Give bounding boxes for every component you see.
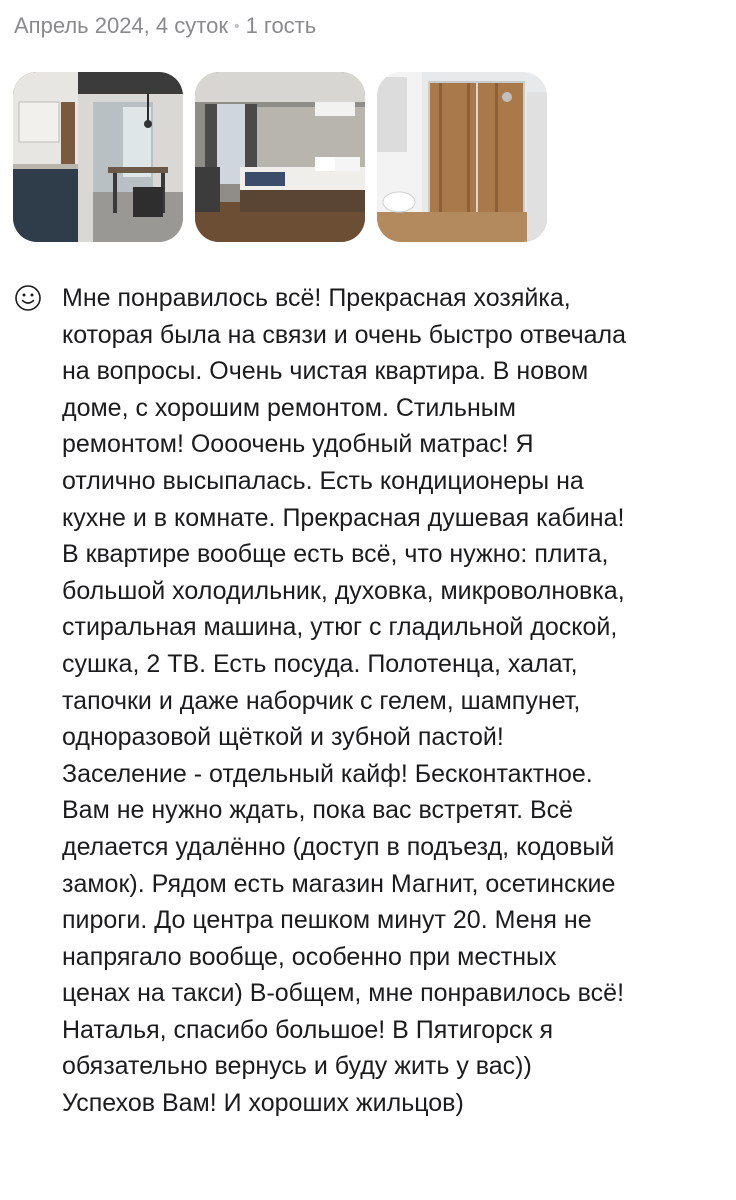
review-line: замок). Рядом есть магазин Магнит, осетинские <box>62 869 616 898</box>
review-line: напрягало вообще, особенно при местных <box>62 942 557 971</box>
stay-date: Апрель 2024, 4 суток <box>14 13 228 38</box>
review-line: кухне и в комнате. Прекрасная душевая кабина! <box>62 503 625 532</box>
smile-icon <box>14 284 42 312</box>
review-line: стиральная машина, утюг с гладильной доской, <box>62 613 618 642</box>
review-line: большой холодильник, духовка, микроволновка, <box>62 576 625 605</box>
review-line: В квартире вообще есть всё, что нужно: плита, <box>62 540 609 569</box>
review-line: Успехов Вам! И хороших жильцов) <box>62 1089 464 1118</box>
guest-count: 1 гость <box>245 13 317 38</box>
review-line: Наталья, спасибо большое! В Пятигорск я <box>62 1015 553 1044</box>
review-body <box>14 280 726 1122</box>
shower-photo-image <box>377 72 547 242</box>
review-line: Заселение - отдельный кайф! Бесконтактное. <box>62 759 593 788</box>
separator-dot: • <box>233 18 240 35</box>
review-line: пироги. До центра пешком минут 20. Меня не <box>62 906 592 935</box>
review-line: которая была на связи и очень быстро отвечала <box>62 320 626 349</box>
review-line: на вопросы. Очень чистая квартира. В новом <box>62 357 589 386</box>
kitchen-photo-image <box>13 72 183 242</box>
review-meta <box>14 12 316 41</box>
review-line: ремонтом! Оооочень удобный матрас! Я <box>62 430 534 459</box>
review-line: доме, с хорошим ремонтом. Стильным <box>62 393 516 422</box>
review-photos <box>13 72 547 242</box>
review-line: ценах на такси) В-общем, мне понравилось всё! <box>62 979 625 1008</box>
shower-photo[interactable] <box>377 72 547 242</box>
review-line: тапочки и даже наборчик с гелем, шампунет, <box>62 686 581 715</box>
review-line: сушка, 2 ТВ. Есть посуда. Полотенца, халат, <box>62 649 578 678</box>
kitchen-photo[interactable] <box>13 72 183 242</box>
review-text <box>62 280 726 1122</box>
review-line: Вам не нужно ждать, пока вас встретят. Всё <box>62 796 574 825</box>
review-line: одноразовой щёткой и зубной пастой! <box>62 723 504 752</box>
review-line: делается удалённо (доступ в подъезд, кодовый <box>62 832 615 861</box>
review-line: обязательно вернусь и буду жить у вас)) <box>62 1052 532 1081</box>
review-line: Мне понравилось всё! Прекрасная хозяйка, <box>62 284 571 312</box>
bedroom-photo[interactable] <box>195 72 365 242</box>
bedroom-photo-image <box>195 72 365 242</box>
review-line: отлично высыпалась. Есть кондиционеры на <box>62 466 584 495</box>
